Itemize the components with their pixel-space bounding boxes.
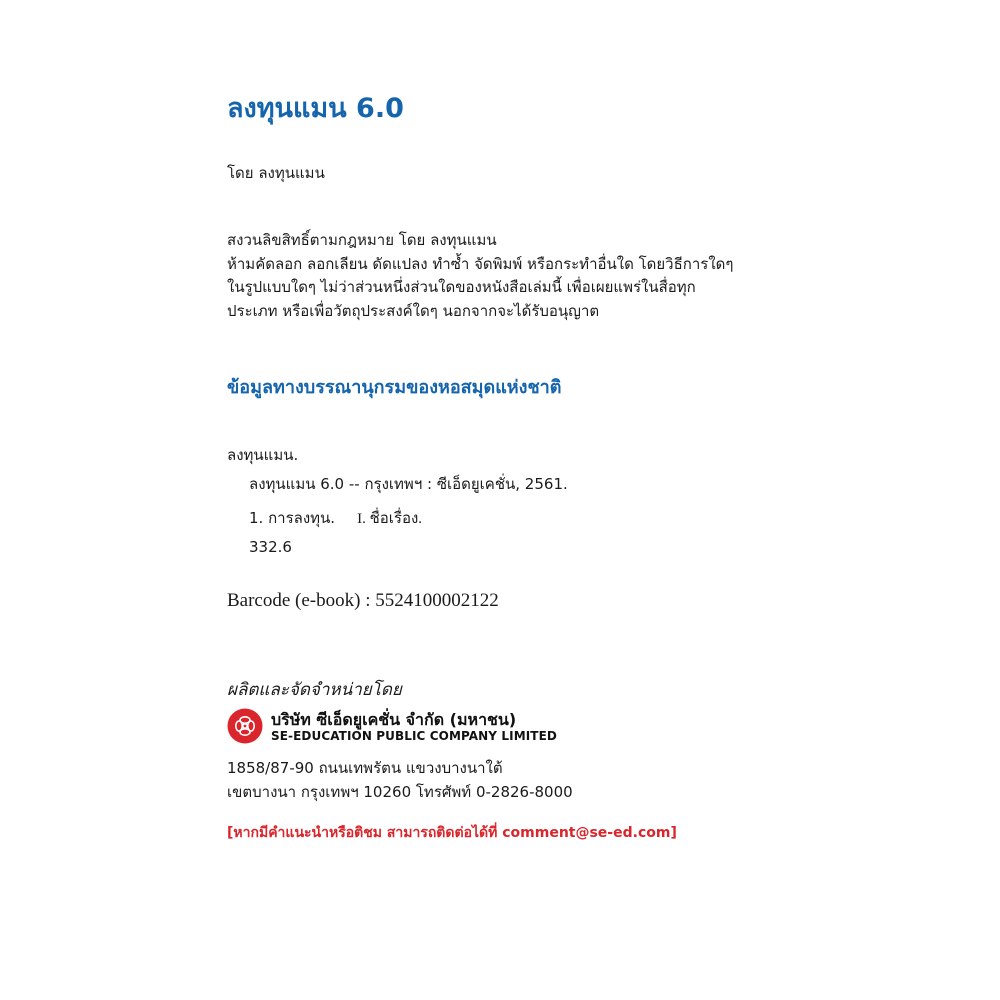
cip-classification: 332.6 (249, 538, 292, 556)
publisher-address-line-1: 1858/87-90 ถนนเทพรัตน แขวงบางนาใต้ (227, 759, 503, 777)
copyright-notice (227, 229, 733, 323)
publisher-address-line-2: เขตบางนา กรุงเทพฯ 10260 โทรศัพท์ 0-2826-8000 (227, 783, 573, 801)
cip-subject: 1. การลงทุน. (249, 509, 336, 527)
cip-title-entry: I. ชื่อเรื่อง. (357, 511, 423, 527)
publisher-name-thai: บริษัท ซีเอ็ดยูเคชั่น จำกัด (มหาชน) (271, 710, 517, 729)
copyright-line: ในรูปแบบใดๆ ไม่ว่าส่วนหนึ่งส่วนใดของหนังสือเล่มนี้ เพื่อเผยแพร่ในสื่อทุก (227, 278, 696, 296)
book-byline: โดย ลงทุนแมน (227, 164, 325, 182)
copyright-line: ประเภท หรือเพื่อวัตถุประสงค์ใดๆ นอกจากจะได้รับอนุญาต (227, 301, 600, 320)
copyright-line: สงวนลิขสิทธิ์ตามกฎหมาย โดย ลงทุนแมน (227, 231, 497, 249)
barcode-text: Barcode (e-book) : 5524100002122 (227, 590, 499, 611)
copyright-line: ห้ามคัดลอก ลอกเลียน ดัดแปลง ทำซ้ำ จัดพิมพ์ หรือกระทำอื่นใด โดยวิธีการใดๆ (227, 254, 734, 273)
feedback-contact: [หากมีคำแนะนำหรือติชม สามารถติดต่อได้ที่ comment@se-ed.com] (227, 825, 677, 841)
publisher-name-english: SE-EDUCATION PUBLIC COMPANY LIMITED (271, 729, 557, 743)
se-ed-logo-icon (227, 708, 263, 744)
cip-title-line: ลงทุนแมน 6.0 -- กรุงเทพฯ : ซีเอ็ดยูเคชั่น, 2561. (249, 475, 568, 493)
cip-author: ลงทุนแมน. (227, 446, 299, 464)
produced-by-label: ผลิตและจัดจำหน่ายโดย (227, 680, 402, 700)
book-title: ลงทุนแมน 6.0 (227, 93, 404, 124)
cip-subjects (249, 506, 422, 530)
cip-heading: ข้อมูลทางบรรณานุกรมของหอสมุดแห่งชาติ (227, 377, 562, 398)
